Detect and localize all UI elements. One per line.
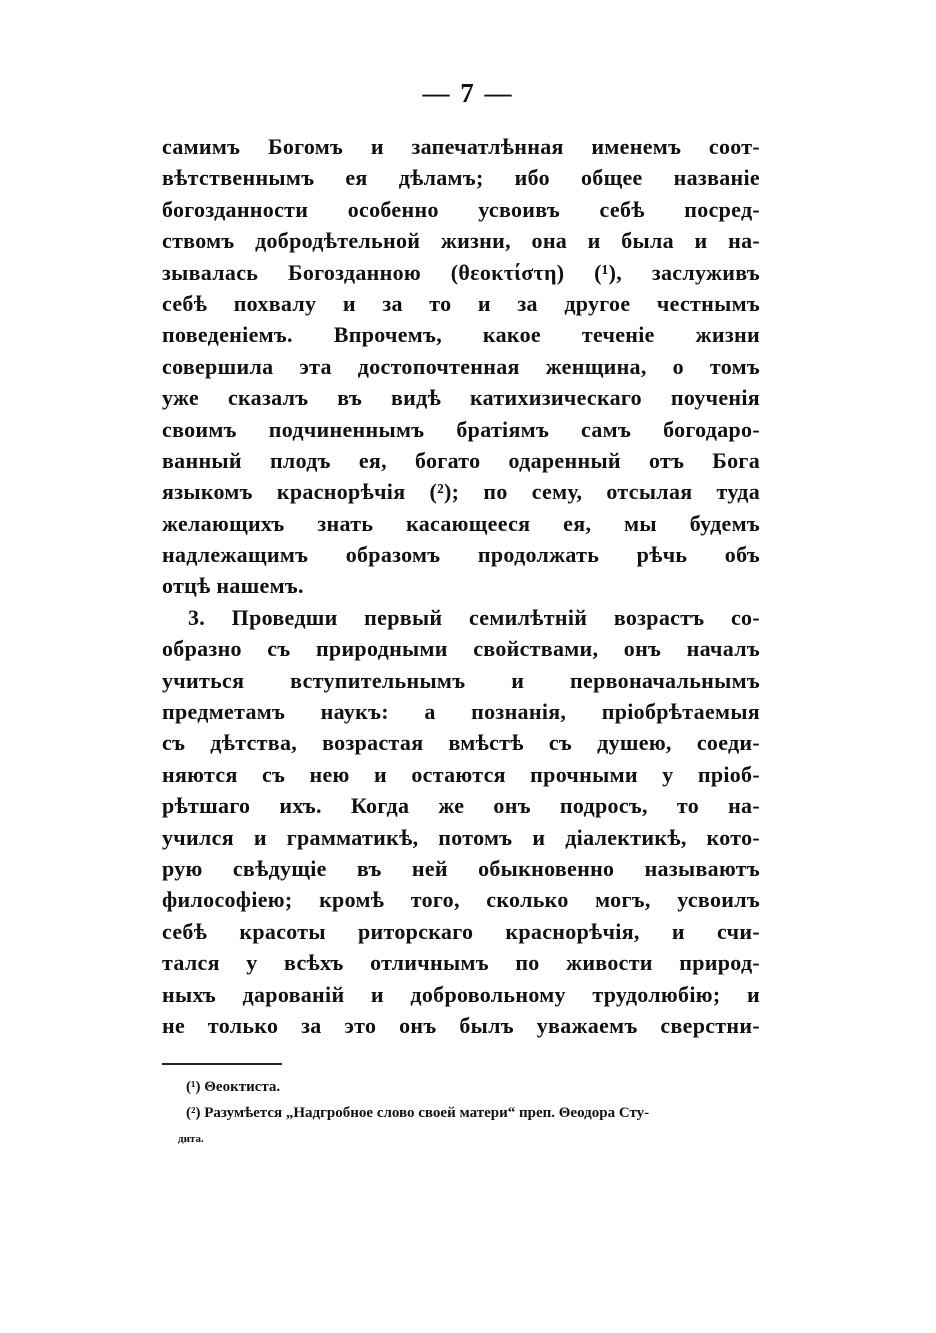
text-line: учиться вступительнымъ и первоначальнымъ (162, 667, 760, 693)
footnote-2-continuation: дита. (178, 1133, 204, 1145)
text-line: своимъ подчиненнымъ братіямъ самъ богодаро- (162, 416, 760, 442)
text-line: зывалась Богозданною (θεοκτίστη) (¹), заслуживъ (162, 259, 760, 285)
text-line: ныхъ дарованій и добровольному трудолюбію; и (162, 981, 760, 1007)
text-line: уже сказалъ въ видѣ катихизическаго поученія (162, 385, 760, 411)
text-line: учился и грамматикѣ, потомъ и діалектикѣ, кото- (162, 824, 760, 850)
text-line: няются съ нею и остаются прочными у пріоб- (162, 761, 760, 787)
text-line: себѣ похвалу и за то и за другое честнымъ (162, 290, 760, 316)
text-line: ствомъ добродѣтельной жизни, она и была и на- (162, 228, 760, 254)
text-line: себѣ красоты риторскаго краснорѣчія, и счи- (162, 918, 760, 944)
text-line: ванный плодъ ея, богато одаренный отъ Бога (162, 447, 760, 473)
page-number: — 7 — (422, 78, 514, 108)
text-line: поведеніемъ. Впрочемъ, какое теченіе жизни (162, 322, 760, 348)
text-line: философіею; кромѣ того, сколько могъ, усвоилъ (162, 887, 760, 913)
text-line: предметамъ наукъ: а познанія, пріобрѣтаемыя (162, 699, 760, 725)
text-line: языкомъ краснорѣчія (²); по сему, отсылая туда (162, 479, 760, 505)
text-line: совершила эта достопочтенная женщина, о томъ (162, 353, 760, 379)
text-line: отцѣ нашемъ. (162, 573, 304, 599)
text-line: самимъ Богомъ и запечатлѣнная именемъ соот- (162, 134, 760, 159)
body-text (162, 131, 760, 1041)
text-line: не только за это онъ былъ уважаемъ сверстни- (162, 1012, 760, 1038)
text-line: богозданности особенно усвоивъ себѣ посред- (162, 196, 760, 222)
text-line: надлежащимъ образомъ продолжать рѣчь объ (162, 542, 760, 568)
text-line: съ дѣтства, возрастая вмѣстѣ съ душею, соеди- (162, 730, 760, 756)
text-line: желающихъ знать касающееся ея, мы будемъ (162, 510, 760, 536)
text-line: рѣтшаго ихъ. Когда же онъ подросъ, то на- (162, 793, 760, 819)
footnote-divider (162, 1063, 282, 1065)
section-3-first-line: 3. Проведши первый семилѣтній возрастъ со- (188, 604, 760, 630)
text-line: тался у всѣхъ отличнымъ по живости природ- (162, 950, 760, 976)
text-line: рую свѣдущіе въ ней обыкновенно называютъ (162, 855, 760, 881)
text-line: вѣтственнымъ ея дѣламъ; ибо общее названіе (162, 165, 760, 191)
text-line: образно съ природными свойствами, онъ началъ (162, 636, 760, 662)
footnote-1: (¹) Θеоктиста. (186, 1079, 281, 1095)
footnotes (178, 1074, 766, 1152)
footnote-2: (²) Разумѣется „Надгробное слово своей матери“ преп. Θеодора Сту- (186, 1105, 650, 1121)
